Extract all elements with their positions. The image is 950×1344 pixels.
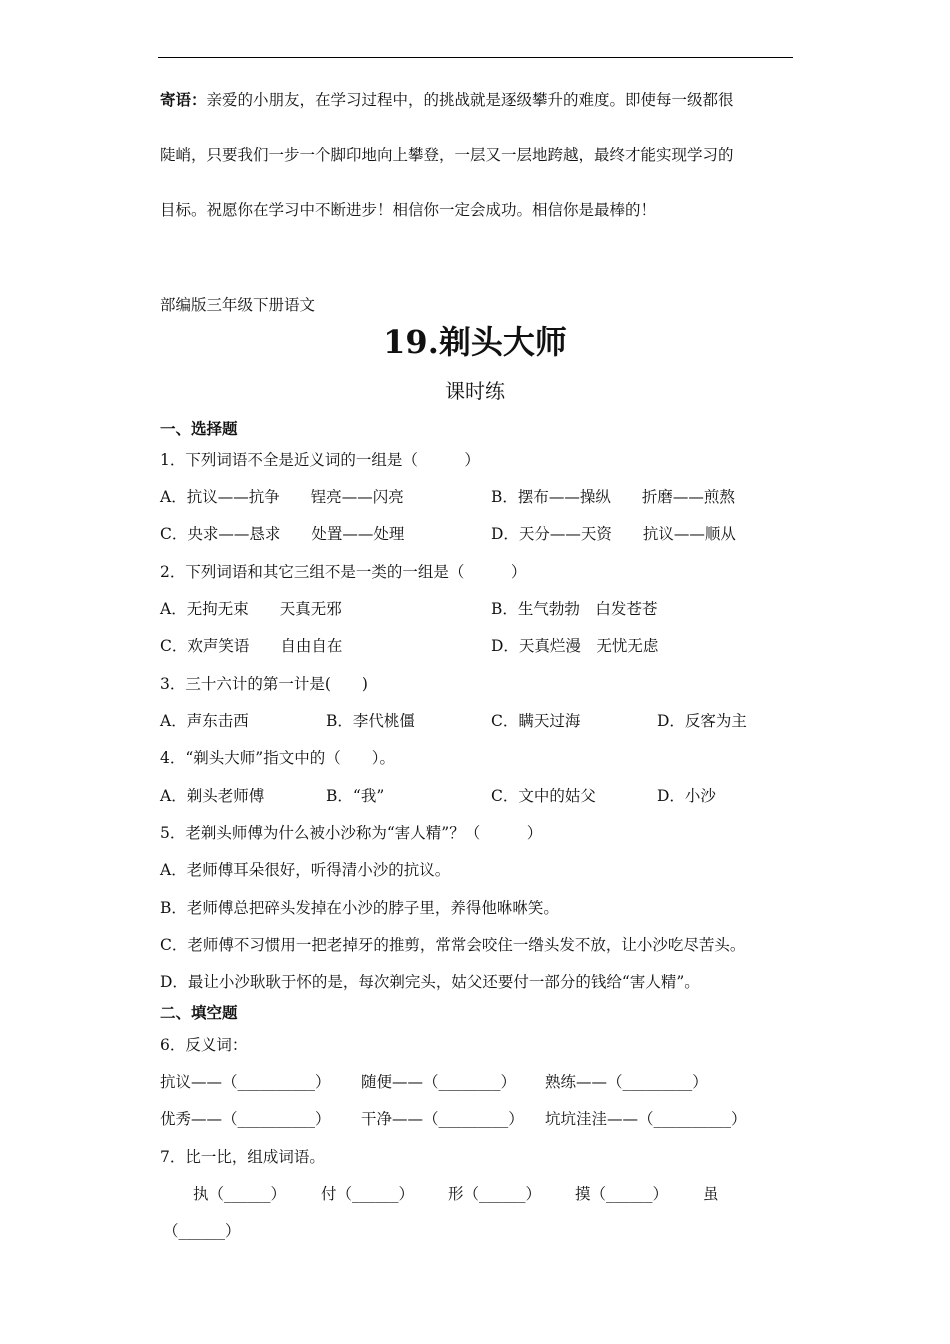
question-2-option-b: B．生气勃勃 白发苍苍: [491, 600, 658, 618]
question-7-word-4: 摸（______）: [575, 1185, 669, 1203]
question-1-stem: 1．下列词语不全是近义词的一组是（ ）: [160, 451, 480, 469]
question-6-item-2: 随便——（________）: [361, 1073, 517, 1091]
preface-line-3: 目标。祝愿你在学习中不断进步！相信你一定会成功。相信你是最棒的！: [160, 201, 657, 219]
question-5-stem: 5．老剃头师傅为什么被小沙称为“害人精”？（ ）: [160, 824, 543, 842]
page-subtitle: 课时练: [445, 379, 505, 403]
question-3-option-b: B．李代桃僵: [326, 712, 415, 730]
question-4-option-b: B．“我”: [326, 787, 385, 805]
question-4-option-c: C．文中的姑父: [491, 787, 596, 805]
question-5-option-d: D．最让小沙耿耿于怀的是，每次剃完头，姑父还要付一部分的钱给“害人精”。: [160, 973, 700, 991]
question-6-item-3: 熟练——（_________）: [545, 1073, 708, 1091]
preface-text-1: 亲爱的小朋友，在学习过程中，的挑战就是逐级攀升的难度。即使每一级都很: [206, 91, 734, 109]
question-3-option-a: A．声东击西: [160, 712, 249, 730]
section-heading-choice: 一、选择题: [160, 419, 238, 438]
question-7-word-3: 形（______）: [448, 1185, 542, 1203]
question-5-option-a: A．老师傅耳朵很好，听得清小沙的抗议。: [160, 861, 451, 879]
question-7-stem: 7．比一比，组成词语。: [160, 1148, 325, 1166]
section-heading-fill: 二、填空题: [160, 1003, 238, 1022]
question-4-option-a: A．剃头老师傅: [160, 787, 265, 805]
question-6-item-6: 坑坑洼洼——（__________）: [545, 1110, 747, 1128]
top-rule: [158, 57, 793, 58]
preface-label: 寄语：: [160, 90, 207, 109]
question-5-option-b: B．老师傅总把碎头发掉在小沙的脖子里，养得他咻咻笑。: [160, 899, 559, 917]
question-6-item-1: 抗议——（__________）: [160, 1073, 331, 1091]
question-7-word-1: 执（______）: [193, 1185, 287, 1203]
question-1-option-b: B．摆布——操纵 折磨——煎熬: [491, 488, 735, 506]
question-1-option-c: C．央求——恳求 处置——处理: [160, 525, 405, 543]
question-2-option-c: C．欢声笑语 自由自在: [160, 637, 343, 655]
question-6-stem: 6．反义词：: [160, 1036, 248, 1054]
preface-line-1: [160, 90, 734, 110]
question-3-option-d: D．反客为主: [657, 712, 747, 730]
edition-label: 部编版三年级下册语文: [160, 296, 316, 314]
preface-line-2: 陡峭，只要我们一步一个脚印地向上攀登，一层又一层地跨越，最终才能实现学习的: [160, 146, 734, 164]
question-4-option-d: D．小沙: [657, 787, 716, 805]
question-2-stem: 2．下列词语和其它三组不是一类的一组是（ ）: [160, 563, 527, 581]
question-6-item-5: 干净——（_________）: [361, 1110, 524, 1128]
question-3-option-c: C．瞒天过海: [491, 712, 581, 730]
question-7-word-5-blank: （______）: [163, 1222, 241, 1240]
question-2-option-d: D．天真烂漫 无忧无虑: [491, 637, 659, 655]
question-1-option-d: D．天分——天资 抗议——顺从: [491, 525, 736, 543]
question-7-word-2: 付（______）: [321, 1185, 415, 1203]
question-4-stem: 4．“剃头大师”指文中的（ ）。: [160, 749, 395, 767]
question-7-word-5: 虽: [703, 1185, 719, 1203]
question-1-option-a: A．抗议——抗争 锃亮——闪亮: [160, 488, 404, 506]
question-3-stem: 3．三十六计的第一计是( ): [160, 675, 368, 693]
page-title: 19.剃头大师: [383, 323, 567, 361]
question-5-option-c: C．老师傅不习惯用一把老掉牙的推剪，常常会咬住一绺头发不放，让小沙吃尽苦头。: [160, 936, 746, 954]
question-6-item-4: 优秀——（__________）: [160, 1110, 331, 1128]
question-2-option-a: A．无拘无束 天真无邪: [160, 600, 342, 618]
